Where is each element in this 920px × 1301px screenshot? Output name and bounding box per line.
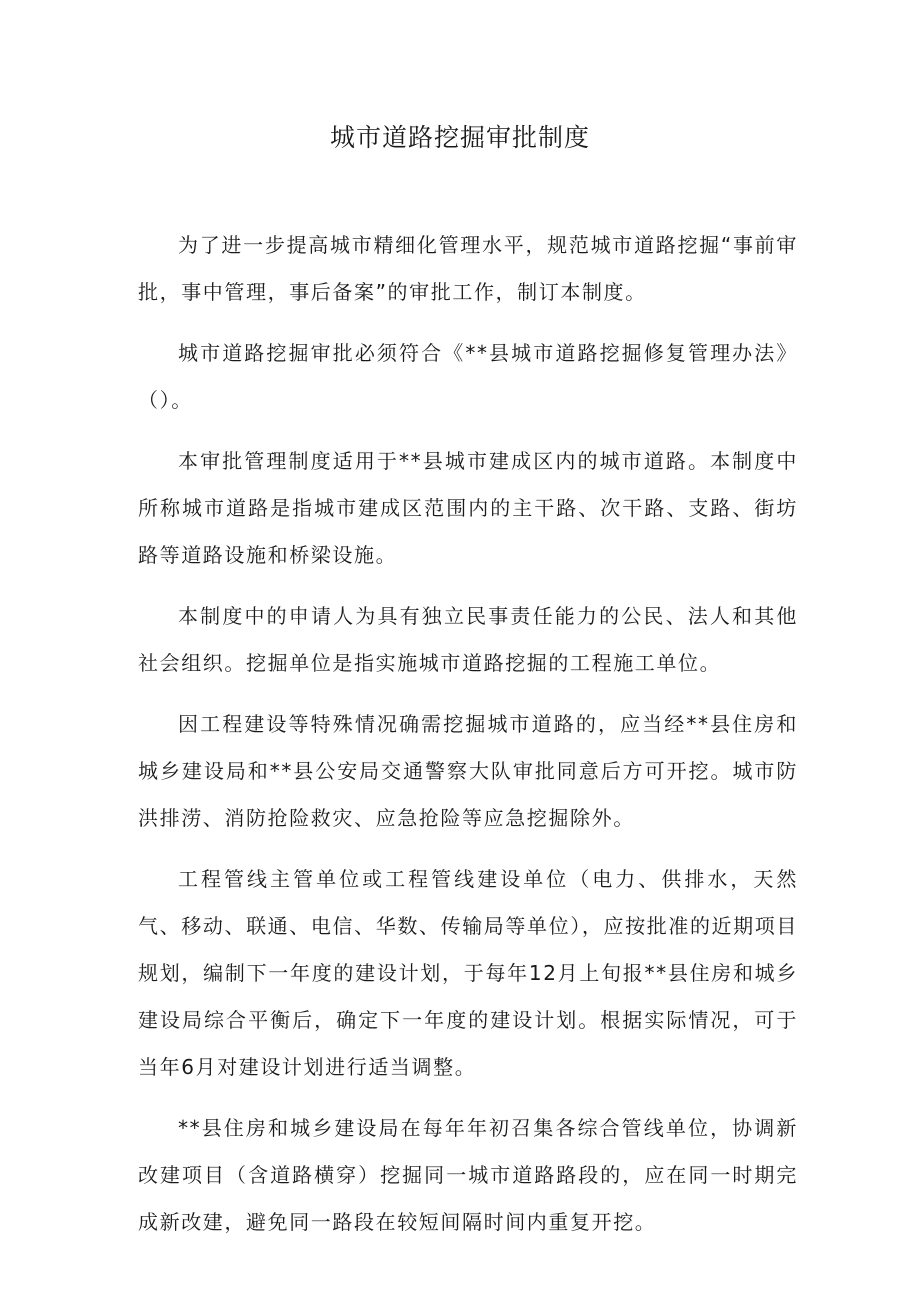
paragraph-pipeline-plan: 工程管线主管单位或工程管线建设单位（电力、供排水，天然气、移动、联通、电信、华数、传输局等单位），应按批准的近期项目规划，编制下一年度的建设计划，于每年12月上旬报**县住房和城乡建设局综合平衡后，确定下一年度的建设计划。根据实际情况，可于当年6月对建设计划进行适当调整。: [138, 867, 798, 1079]
paragraph-applicant: 本制度中的申请人为具有独立民事责任能力的公民、法人和其他社会组织。挖掘单位是指实施城市道路挖掘的工程施工单位。: [138, 604, 798, 675]
document-title: 城市道路挖掘审批制度: [329, 123, 590, 152]
document-body: [138, 222, 798, 1260]
paragraph-coordination: **县住房和城乡建设局在每年年初召集各综合管线单位，协调新改建项目（含道路横穿）挖掘同一城市道路路段的，应在同一时期完成新改建，避免同一路段在较短间隔时间内重复开挖。: [138, 1116, 798, 1234]
paragraph-scope: 本审批管理制度适用于**县城市建成区内的城市道路。本制度中所称城市道路是指城市建成区范围内的主干路、次干路、支路、街坊路等道路设施和桥梁设施。: [138, 449, 798, 567]
paragraph-purpose: 为了进一步提高城市精细化管理水平，规范城市道路挖掘“事前审批，事中管理，事后备案”的审批工作，制订本制度。: [138, 233, 798, 304]
paragraph-compliance: 城市道路挖掘审批必须符合《**县城市道路挖掘修复管理办法》（）。: [138, 341, 798, 412]
paragraph-approval: 因工程建设等特殊情况确需挖掘城市道路的，应当经**县住房和城乡建设局和**县公安局交通警察大队审批同意后方可开挖。城市防洪排涝、消防抢险救灾、应急抢险等应急挖掘除外。: [138, 712, 798, 830]
